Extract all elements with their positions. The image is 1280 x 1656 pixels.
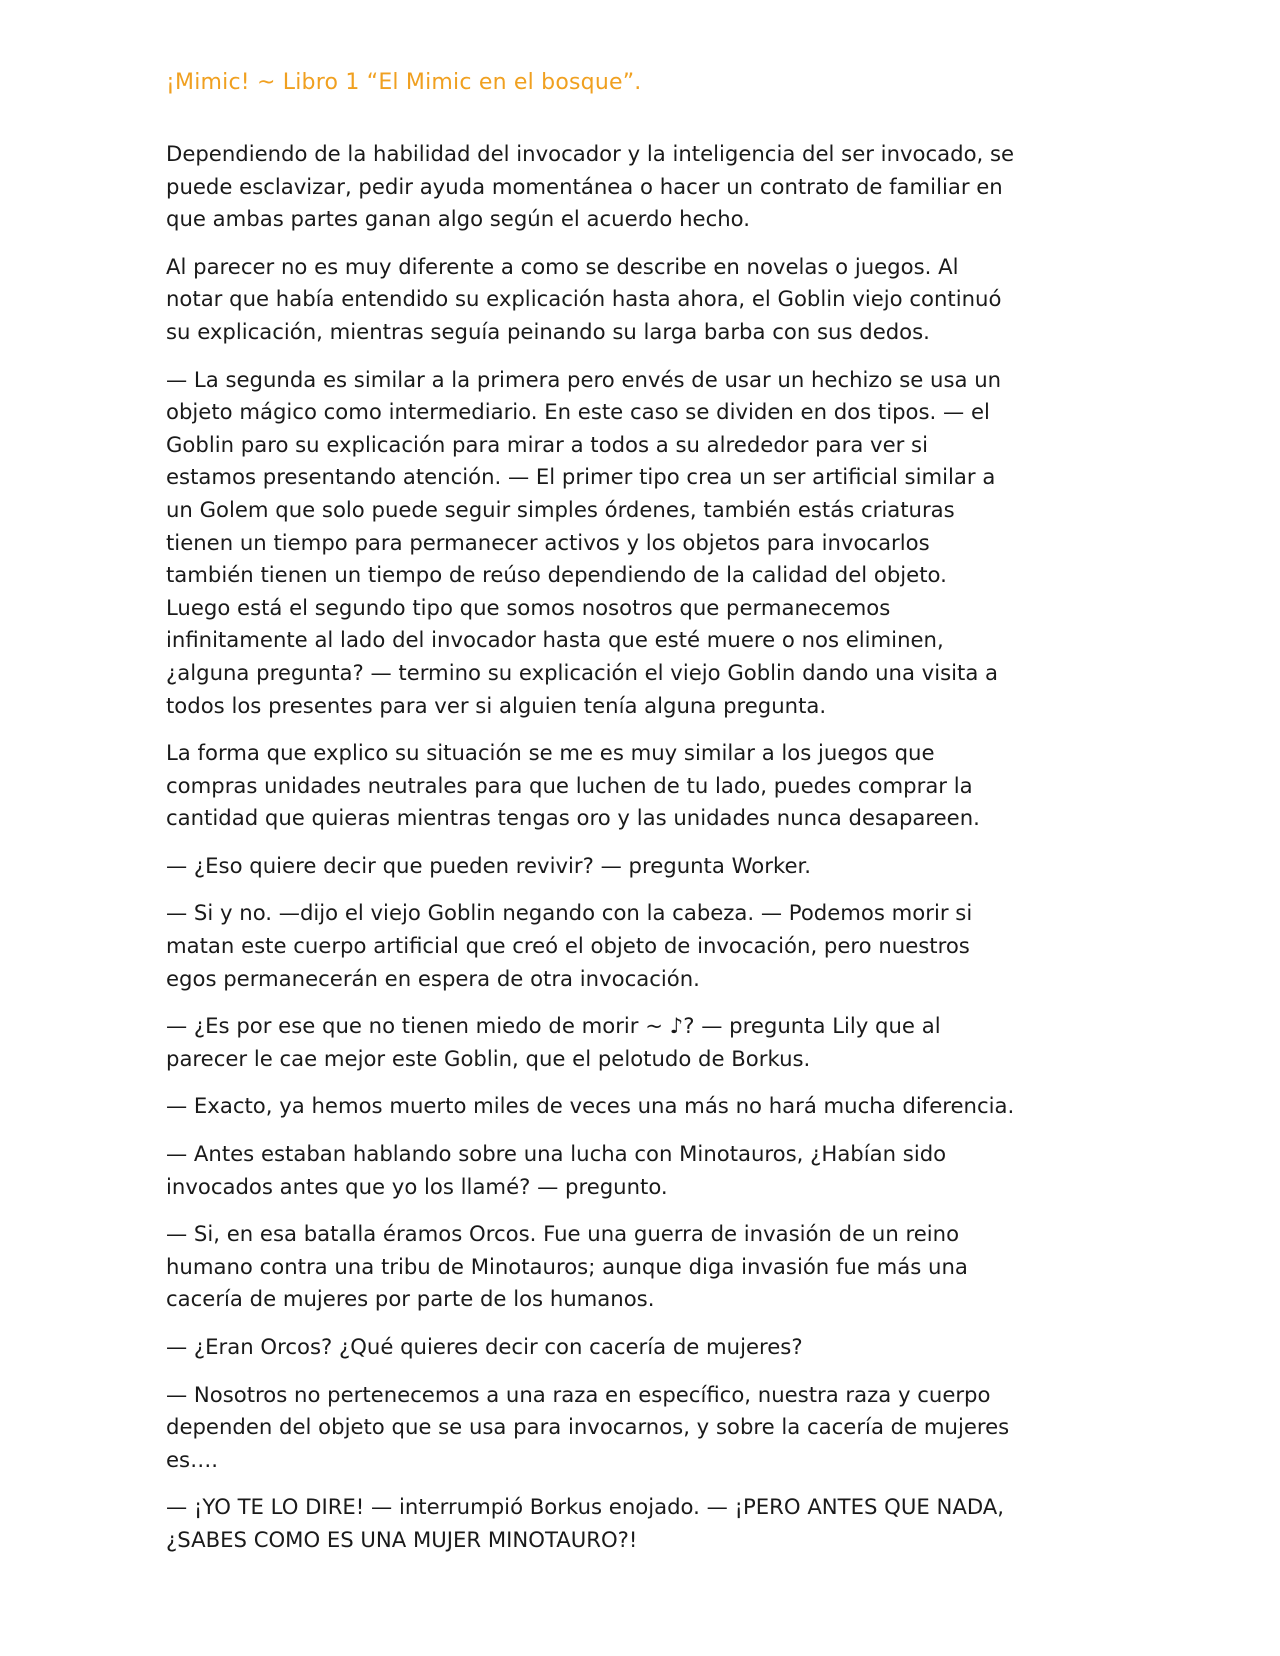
paragraph: — La segunda es similar a la primera pero envés de usar un hechizo se usa un objeto mágico como intermediario. En este caso se dividen en dos tipos. — el Goblin paro su explicación para mirar a todos a su alrededor para ver si estamos presentando atención. — El primer tipo crea un ser artificial similar a un Golem que solo puede seguir simples órdenes, también estás criaturas tienen un tiempo para permanecer activos y los objetos para invocarlos también tienen un tiempo de reúso dependiendo de la calidad del objeto. Luego está el segundo tipo que somos nosotros que permanecemos infinitamente al lado del invocador hasta que esté muere o nos eliminen, ¿alguna pregunta? — termino su explicación el viejo Goblin dando una visita a todos los presentes para ver si alguien tenía alguna pregunta. bbox=[166, 366, 1002, 718]
book-header-title: ¡Mimic! ~ Libro 1 “El Mimic en el bosque”. bbox=[166, 70, 642, 95]
paragraph: — Si y no. —dijo el viejo Goblin negando con la cabeza. — Podemos morir si matan este cuerpo artificial que creó el objeto de invocación, pero nuestros egos permanecerán en espera de otra invocación. bbox=[166, 900, 973, 991]
paragraph: Dependiendo de la habilidad del invocador y la inteligencia del ser invocado, se puede esclavizar, pedir ayuda momentánea o hacer un contrato de familiar en que ambas partes ganan algo según el acuerdo hecho. bbox=[166, 141, 1015, 232]
paragraph: Al parecer no es muy diferente a como se describe en novelas o juegos. Al notar que había entendido su explicación hasta ahora, el Goblin viejo continuó su explicación, mientras seguía peinando su larga barba con sus dedos. bbox=[166, 253, 1002, 344]
paragraph: — ¿Eran Orcos? ¿Qué quieres decir con cacería de mujeres? bbox=[166, 1334, 803, 1359]
paragraph: — ¡YO TE LO DIRE! — interrumpió Borkus enojado. — ¡PERO ANTES QUE NADA, ¿SABES COMO ES UNA MUJER MINOTAURO?! bbox=[166, 1494, 1004, 1552]
paragraph: — Exacto, ya hemos muerto miles de veces una más no hará mucha diferencia. bbox=[166, 1093, 1015, 1119]
paragraph: La forma que explico su situación se me es muy similar a los juegos que compras unidades neutrales para que luchen de tu lado, puedes comprar la cantidad que quieras mientras tengas oro y las unidades nunca desapareen. bbox=[166, 740, 980, 831]
paragraph: — Antes estaban hablando sobre una lucha con Minotauros, ¿Habían sido invocados antes que yo los llamé? — pregunto. bbox=[166, 1141, 947, 1199]
paragraph: — ¿Eso quiere decir que pueden revivir? — pregunta Worker. bbox=[166, 852, 812, 878]
paragraph: — Nosotros no pertenecemos a una raza en específico, nuestra raza y cuerpo dependen del objeto que se usa para invocarnos, y sobre la cacería de mujeres es…. bbox=[166, 1381, 1010, 1472]
document-body bbox=[166, 138, 1016, 1572]
paragraph: — Si, en esa batalla éramos Orcos. Fue una guerra de invasión de un reino humano contra una tribu de Minotauros; aunque diga invasión fue más una cacería de mujeres por parte de los humanos. bbox=[166, 1221, 968, 1312]
paragraph: — ¿Es por ese que no tienen miedo de morir ~ ♪? — pregunta Lily que al parecer le cae mejor este Goblin, que el pelotudo de Borkus. bbox=[166, 1013, 941, 1071]
